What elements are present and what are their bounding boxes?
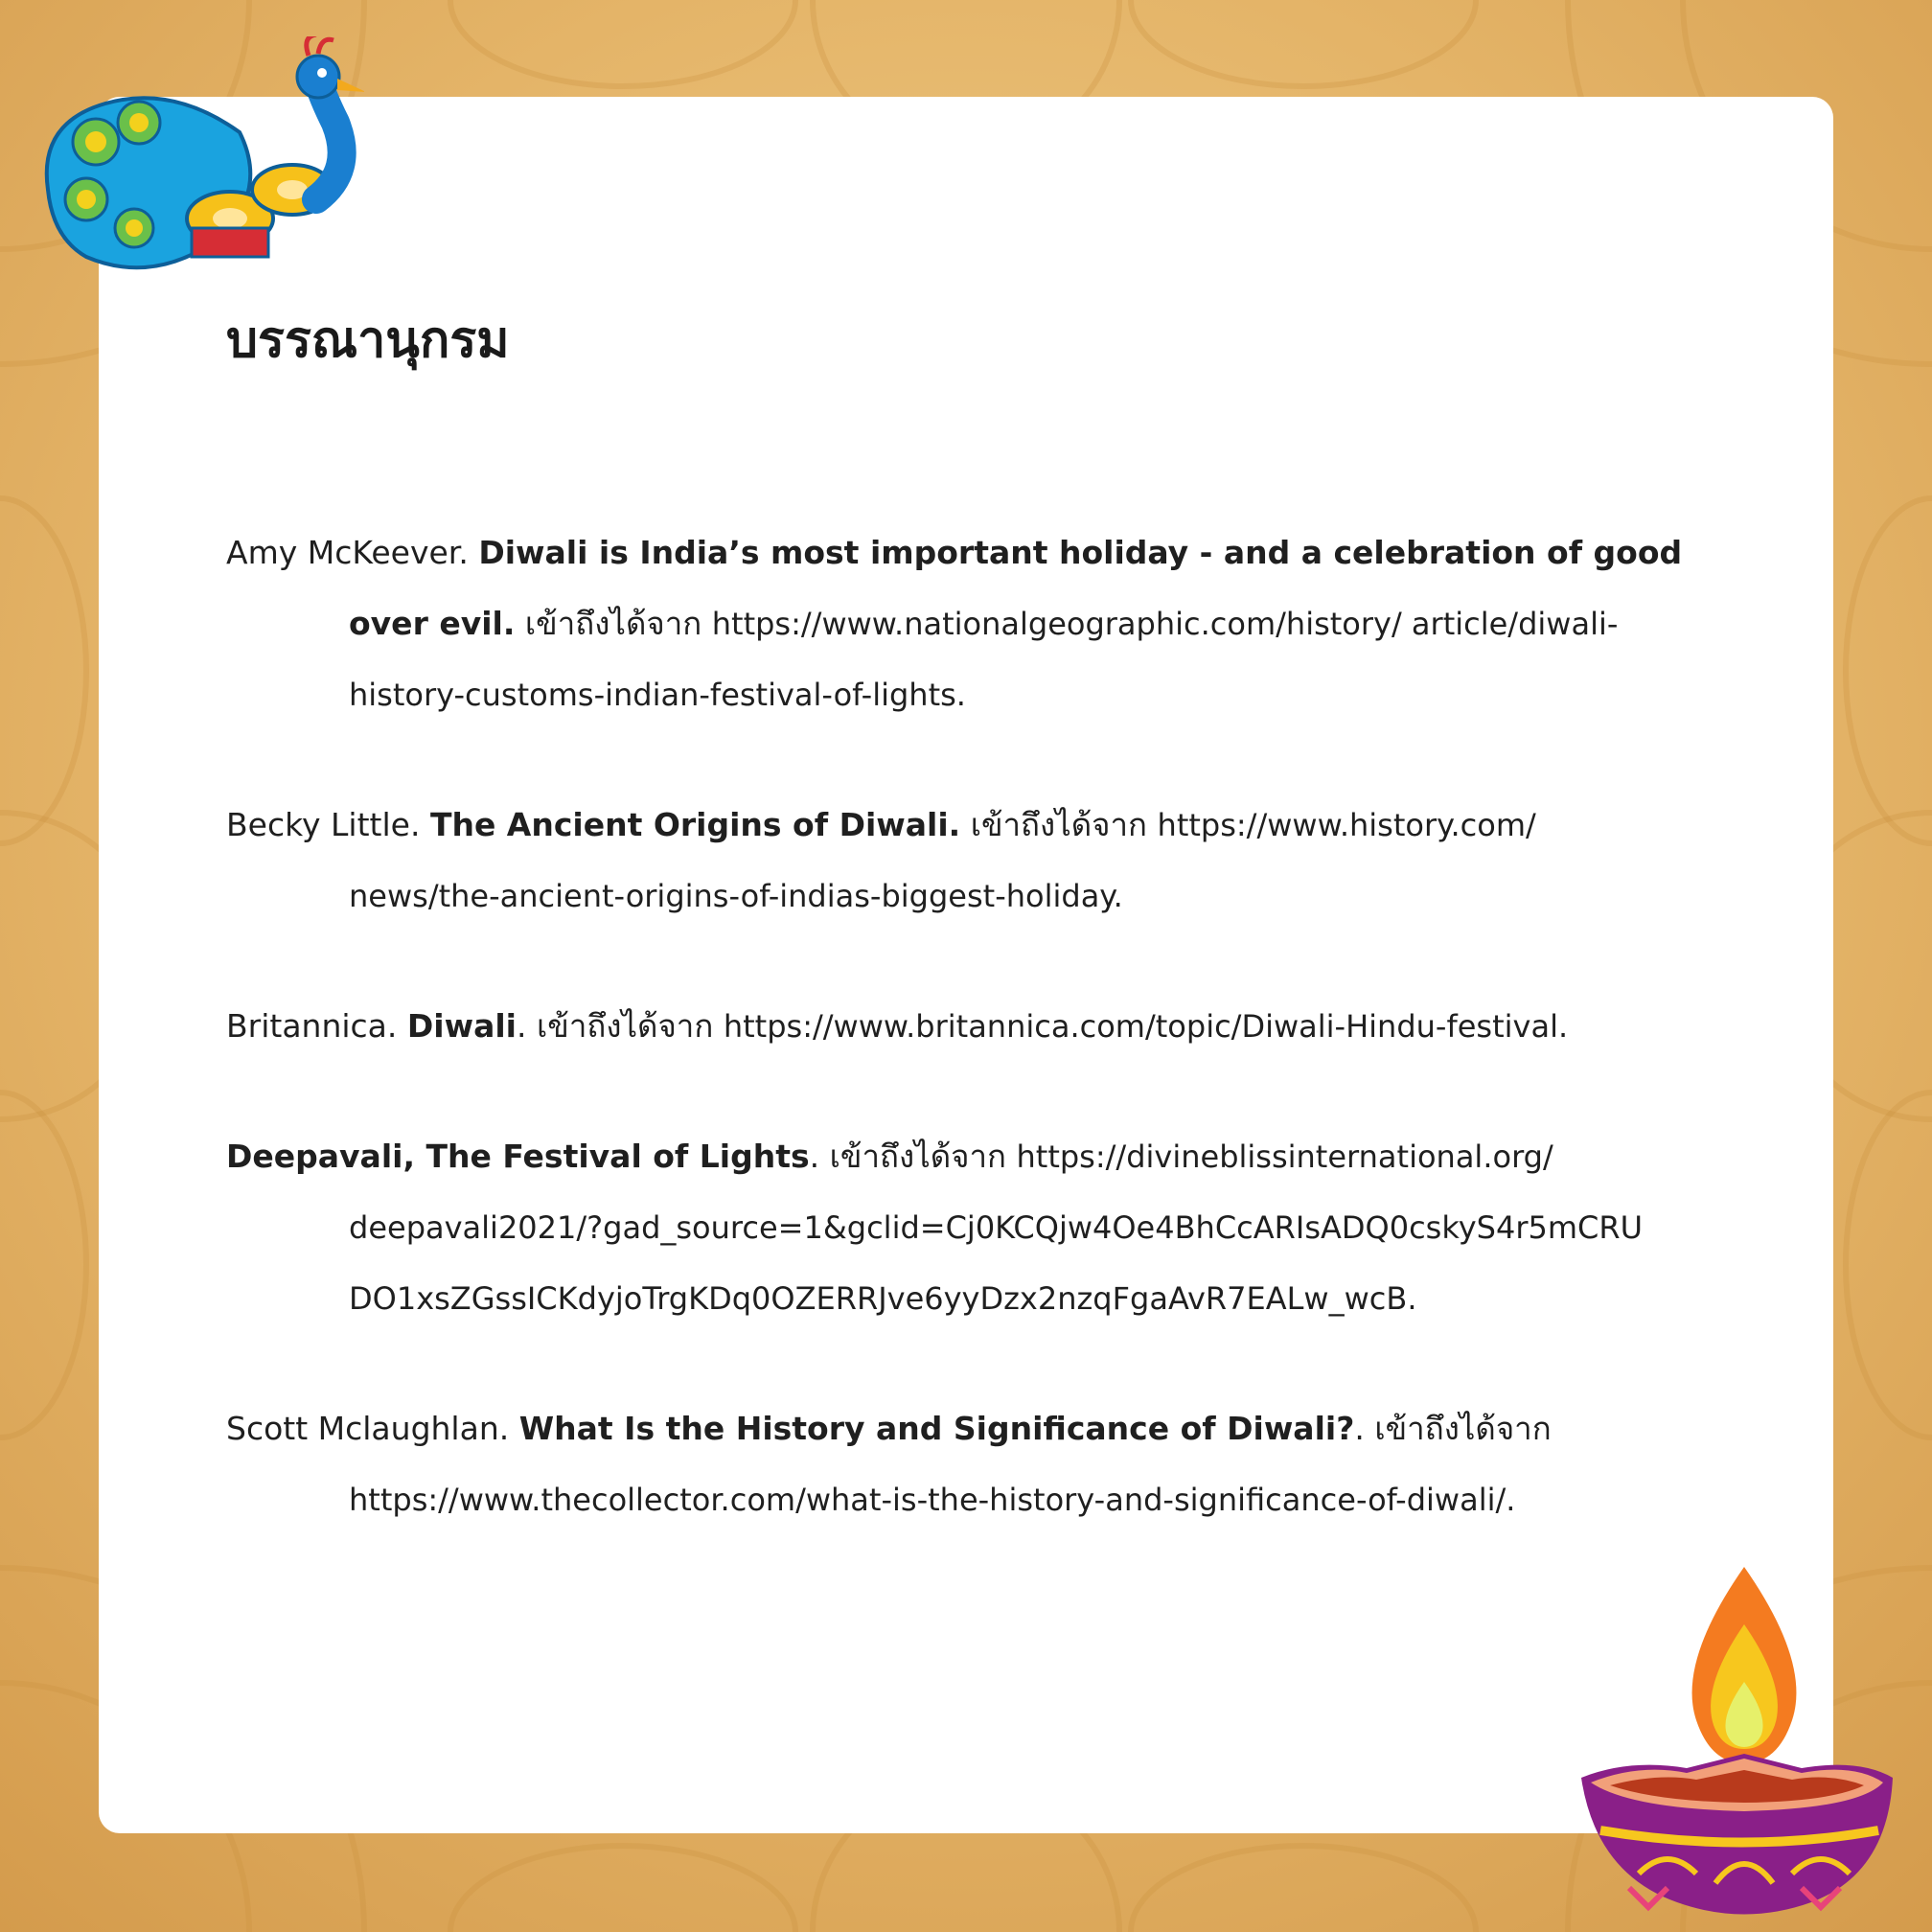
reference-author: Scott Mclaughlan. xyxy=(226,1410,510,1447)
reference-title: Diwali is India’s most important holiday - and a celebration of good over evil. xyxy=(349,534,1683,642)
reference-entry xyxy=(226,1393,1721,1535)
reference-entry xyxy=(226,790,1721,932)
reference-url: https://www.history.com/ xyxy=(1157,807,1536,843)
reference-list xyxy=(226,518,1721,1595)
reference-access-label: เข้าถึงได้จาก xyxy=(524,605,702,642)
reference-url: news/the-ancient-origins-of-indias-biggest-holiday. xyxy=(349,878,1123,914)
reference-title-suffix: . xyxy=(516,1007,527,1045)
reference-url: DO1xsZGssICKdyjoTrgKDq0OZERRJve6yyDzx2nzqFgaAvR7EALw_wcB. xyxy=(349,1280,1417,1317)
reference-title: Deepavali, The Festival of Lights xyxy=(226,1138,810,1175)
reference-author: Britannica. xyxy=(226,1007,398,1045)
reference-url: https://divineblissinternational.org/ xyxy=(1016,1138,1553,1175)
reference-access-label: เข้าถึงได้จาก xyxy=(829,1138,1006,1175)
page-title: บรรณานุกรม xyxy=(226,311,510,369)
peacock-icon xyxy=(29,36,364,276)
reference-title: What Is the History and Significance of Diwali? xyxy=(518,1410,1355,1447)
reference-title: Diwali xyxy=(406,1007,517,1045)
reference-entry xyxy=(226,991,1721,1062)
reference-title-suffix: . xyxy=(1354,1410,1365,1447)
reference-author: Becky Little. xyxy=(226,806,421,843)
reference-title-suffix: . xyxy=(809,1138,820,1175)
reference-access-label: เข้าถึงได้จาก xyxy=(970,806,1148,843)
reference-url: deepavali2021/?gad_source=1&gclid=Cj0KCQjw4Oe4BhCcARIsADQ0cskyS4r5mCRU xyxy=(349,1209,1644,1246)
reference-access-label: เข้าถึงได้จาก xyxy=(1374,1410,1552,1447)
reference-url: https://www.nationalgeographic.com/history/ article/diwali- xyxy=(711,606,1619,642)
reference-author: Amy McKeever. xyxy=(226,534,469,571)
reference-title: The Ancient Origins of Diwali. xyxy=(429,806,961,843)
reference-entry xyxy=(226,518,1721,730)
reference-url: history-customs-indian-festival-of-lights. xyxy=(349,677,966,713)
diya-lamp-icon xyxy=(1572,1557,1898,1917)
reference-url: https://www.thecollector.com/what-is-the-history-and-significance-of-diwali/. xyxy=(349,1482,1516,1518)
reference-url: https://www.britannica.com/topic/Diwali-Hindu-festival. xyxy=(723,1008,1569,1045)
reference-entry xyxy=(226,1121,1721,1334)
reference-access-label: เข้าถึงได้จาก xyxy=(536,1007,714,1045)
